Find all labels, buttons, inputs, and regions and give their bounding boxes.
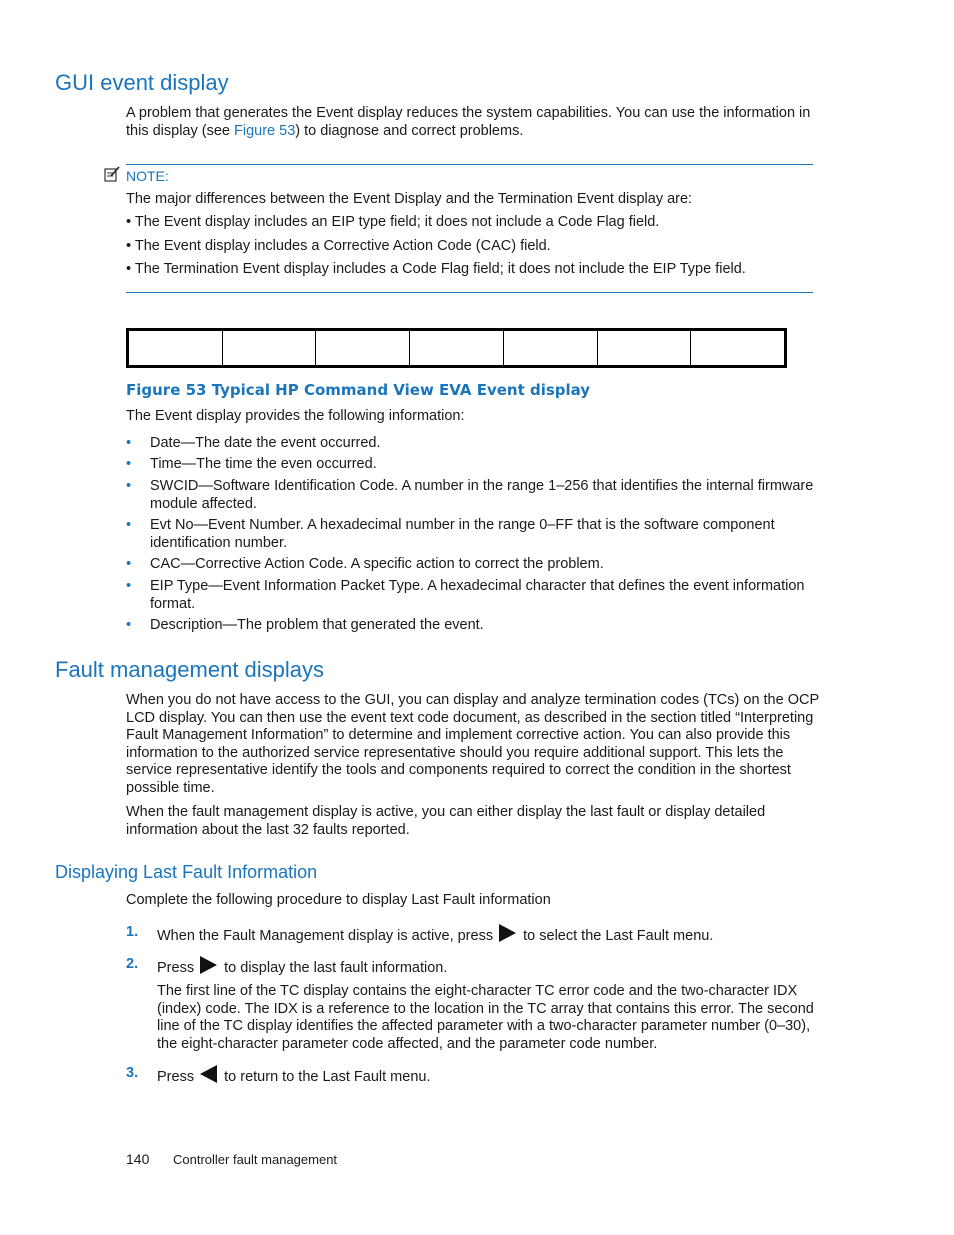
event-display-cell	[223, 331, 317, 365]
procedure-step-2	[126, 956, 816, 976]
gui-intro-paragraph	[126, 105, 826, 140]
note-pencil-icon	[104, 166, 120, 182]
bullet-marker: •	[126, 456, 132, 472]
list-item-text: CAC—Corrective Action Code. A specific action to correct the problem.	[150, 556, 604, 572]
list-item-text: Evt No—Event Number. A hexadecimal number in the range 0–FF that is the software component identification number.	[150, 517, 775, 551]
step-text-end: to return to the Last Fault menu.	[224, 1069, 431, 1085]
note-top-divider	[126, 164, 813, 165]
note-bullet-marker: •	[126, 214, 132, 230]
note-intro: The major differences between the Event Display and the Termination Event display are:	[126, 191, 693, 207]
step-text-start: Press	[157, 960, 195, 976]
list-item-text: Time—The time the even occurred.	[150, 456, 377, 472]
bullet-marker: •	[126, 435, 132, 451]
event-display-cell	[410, 331, 504, 365]
step-text	[157, 956, 827, 978]
list-item	[126, 617, 816, 635]
bullet-marker: •	[126, 556, 132, 572]
list-item-text: SWCID—Software Identification Code. A number in the range 1–256 that identifies the internal firmware module affected.	[150, 478, 814, 512]
event-display-cell	[691, 331, 784, 365]
event-display-cell	[316, 331, 410, 365]
event-display-figure	[126, 328, 787, 368]
subsection-title-last-fault: Displaying Last Fault Information	[55, 862, 318, 882]
list-item	[126, 556, 816, 574]
right-triangle-button-icon	[499, 924, 516, 942]
list-item	[126, 456, 816, 474]
note-bullet-text: The Event display includes a Corrective Action Code (CAC) field.	[134, 238, 551, 254]
note-bullet	[126, 261, 830, 279]
bullet-marker: •	[126, 578, 132, 594]
right-triangle-button-icon	[200, 956, 217, 974]
list-item-text: Date—The date the event occurred.	[150, 435, 381, 451]
step-2-detail: The first line of the TC display contains the eight-character TC error code and the two-character IDX (index) code. The IDX is a reference to the location in the TC array that contains this error. The second line of the TC display identifies the affected parameter with a two-character parameter number (0–30), the eight-character parameter code affected, and the parameter code number.	[157, 983, 814, 1052]
step-number: 3.	[126, 1065, 139, 1081]
list-item-text: EIP Type—Event Information Packet Type. A hexadecimal character that defines the event information format.	[150, 578, 805, 612]
list-item	[126, 478, 816, 514]
step-text	[157, 924, 827, 946]
event-display-cell	[504, 331, 598, 365]
step-text-start: Press	[157, 1069, 195, 1085]
figure-53-link[interactable]: Figure 53	[234, 122, 296, 139]
list-item	[126, 517, 816, 553]
page-number: 140	[126, 1151, 150, 1167]
step-text-end: to display the last fault information.	[224, 960, 448, 976]
list-item	[126, 435, 816, 453]
last-fault-intro: Complete the following procedure to display Last Fault information	[126, 892, 551, 908]
step-text-start: When the Fault Management display is active, press	[157, 928, 494, 944]
gui-intro-text-end: ) to diagnose and correct problems.	[295, 122, 524, 139]
bullet-marker: •	[126, 478, 132, 494]
left-triangle-button-icon	[200, 1065, 217, 1083]
list-item-text: Description—The problem that generated the event.	[150, 617, 484, 633]
step-number: 2.	[126, 956, 139, 972]
note-bottom-divider	[126, 292, 813, 293]
note-bullet-marker: •	[126, 261, 132, 277]
note-bullet-marker: •	[126, 238, 132, 254]
fault-paragraph-1: When you do not have access to the GUI, you can display and analyze termination codes (TCs) on the OCP LCD display. You can then use the event text code document, as described in the section titled “Interpreting Fault Management Information” to determine and implement corrective action. You can also provide this information to the authorized service representative should you require additional support. This lets the service representative identify the tools and components required to correct the condition in the shortest possible time.	[126, 692, 819, 796]
section-title-gui-event-display: GUI event display	[55, 70, 229, 95]
event-display-cell	[129, 331, 223, 365]
figure-lead-text: The Event display provides the following information:	[126, 408, 465, 424]
step-text	[157, 1065, 827, 1087]
note-bullet-text: The Event display includes an EIP type field; it does not include a Code Flag field.	[134, 214, 660, 230]
gui-intro-text: A problem that generates the Event display reduces the system capabilities. You can use the information in this display (see	[126, 105, 811, 139]
bullet-marker: •	[126, 617, 132, 633]
event-display-cell	[598, 331, 692, 365]
list-item	[126, 578, 816, 614]
section-title-fault-management: Fault management displays	[55, 657, 325, 682]
bullet-marker: •	[126, 517, 132, 533]
figure-caption: Figure 53 Typical HP Command View EVA Event display	[126, 381, 591, 399]
note-bullet	[126, 214, 830, 232]
step-number: 1.	[126, 924, 139, 940]
note-bullet-text: The Termination Event display includes a Code Flag field; it does not include the EIP Type field.	[134, 261, 746, 277]
fault-paragraph-2: When the fault management display is active, you can either display the last fault or display detailed information about the last 32 faults reported.	[126, 804, 766, 838]
note-label: NOTE:	[126, 168, 169, 184]
footer-chapter-title: Controller fault management	[173, 1152, 338, 1167]
procedure-step-3	[126, 1065, 816, 1085]
procedure-step-1	[126, 924, 816, 944]
step-text-end: to select the Last Fault menu.	[523, 928, 714, 944]
note-bullet	[126, 238, 830, 256]
